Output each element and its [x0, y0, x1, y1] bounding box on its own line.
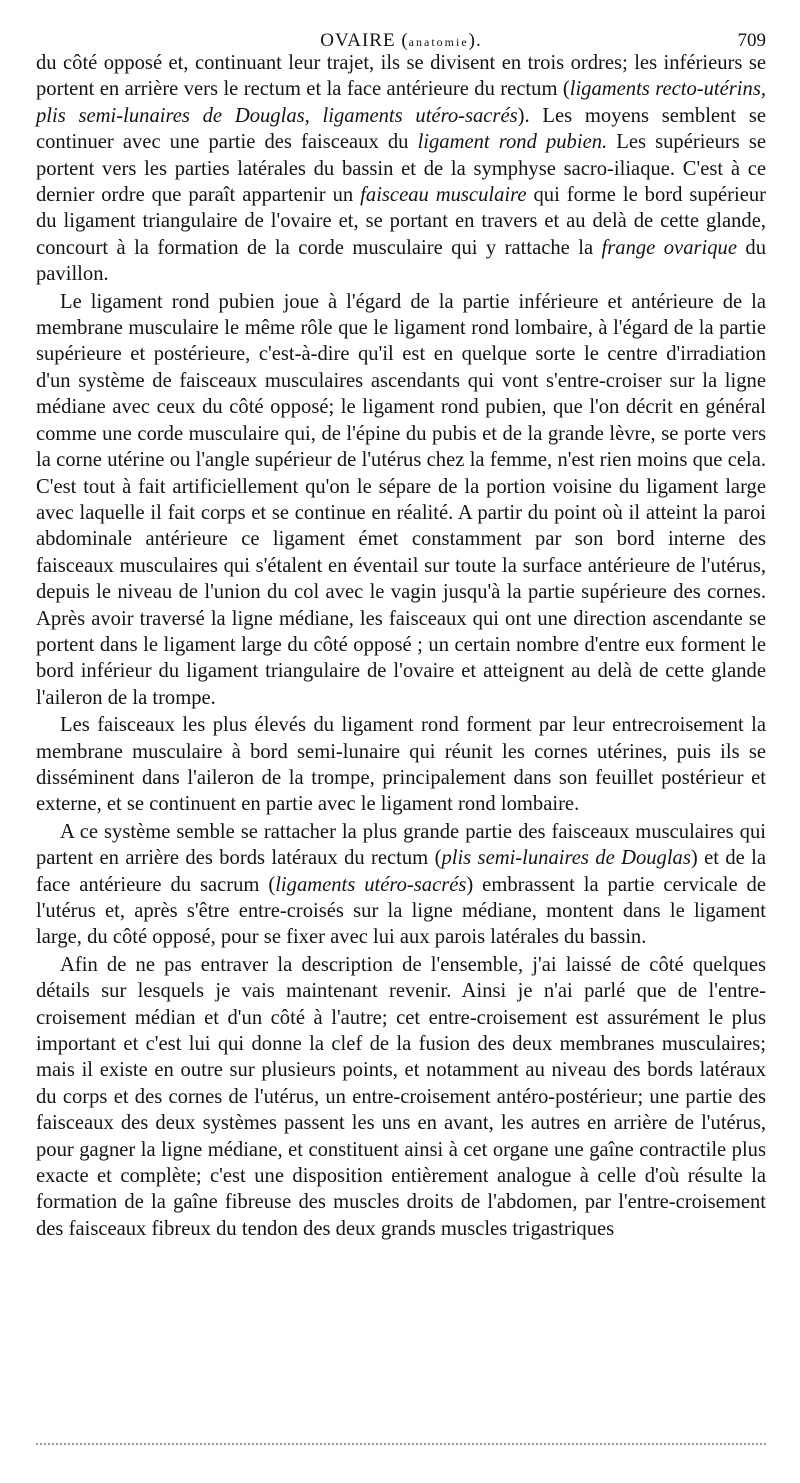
- text-run: Les faisceaux les plus élevés du ligament rond forment par leur entrecroisement la membrane musculaire à bord semi-lunaire qui réunit les cornes utérines, puis ils se disséminent dans l'aileron de la trompe, principalement dans son feuillet postérieur et externe, et se continuent en partie avec le ligament rond lombaire.: [36, 714, 766, 816]
- footer-dotted-rule: [36, 1443, 766, 1445]
- paragraph-4: [36, 819, 766, 951]
- body-text: [36, 50, 766, 1242]
- text-run: ) embrassent la partie cervicale de l'utérus et, après s'être entre-croisés sur la ligne médiane, montent dans le ligament large, du côté opposé, pour se fixer avec lui aux parois latérales du bassin.: [36, 873, 766, 949]
- paragraph-1: [36, 50, 766, 288]
- running-title: [36, 30, 766, 52]
- paragraph-2: [36, 289, 766, 712]
- italic-term: ligaments recto-utérins, plis semi-lunaires de Douglas, ligaments utéro-sacrés: [36, 78, 766, 127]
- text-run: ). Les moyens semblent se continuer avec une partie des faisceaux du: [36, 104, 766, 154]
- text-run: du côté opposé et, continuant leur trajet, ils se divisent en trois ordres; les inférieurs se portent en arrière vers le rectum et la face antérieure du rectum (: [36, 52, 766, 101]
- italic-term: faisceau musculaire: [360, 184, 527, 207]
- running-title-main: OVAIRE: [320, 30, 396, 51]
- italic-term: ligament rond pubien.: [417, 131, 608, 154]
- text-run: Les supérieurs se portent vers les parties latérales du bassin et de la symphyse sacro-iliaque. C'est à ce dernier ordre que paraît appartenir un: [36, 131, 766, 207]
- italic-term: ligaments utéro-sacrés: [275, 873, 467, 896]
- text-run: ) et de la face antérieure du sacrum (: [36, 847, 766, 896]
- running-head: [36, 0, 766, 50]
- text-run: qui forme le bord supérieur du ligament triangulaire de l'ovaire et, se portant en travers et au delà de cette glande, concourt à la formation de la corde musculaire qui y rattache la: [36, 184, 767, 259]
- running-title-subject: anatomie: [408, 35, 469, 49]
- text-run: du pavillon.: [36, 236, 767, 286]
- italic-term: frange ovarique: [601, 236, 737, 259]
- paragraph-5: [36, 952, 766, 1242]
- italic-term: plis semi-lunaires de Douglas: [441, 847, 691, 870]
- running-title-paren-close: ).: [468, 30, 482, 51]
- text-run: A ce système semble se rattacher la plus grande partie des faisceaux musculaires qui partent en arrière des bords latéraux du rectum (: [36, 820, 766, 870]
- page-number: 709: [737, 30, 766, 51]
- text-run: Le ligament rond pubien joue à l'égard de la partie inférieure et antérieure de la membrane musculaire le même rôle que le ligament rond lombaire, à l'égard de la partie supérieure et postérieure, c'est-à-dire qu'il est en quelque sorte le centre d'irradiation d'un système de faisceaux musculaires ascendants qui vont s'entre-croiser sur la ligne médiane avec ceux du côté opposé; le ligament rond pubien, que l'on décrit en général comme une corde musculaire qui, de l'épine du pubis et de la grande lèvre, se porte vers la corne utérine ou l'angle supérieur de l'utérus chez la femme, n'est rien moins que cela. C'est tout à fait artificiellement qu'on le sépare de la portion voisine du ligament large avec laquelle il fait corps et se continue en réalité. A partir du point où il atteint la paroi abdominale antérieure ce ligament émet constamment par son bord interne des faisceaux musculaires qui s'étalent en éventail sur toute la surface antérieure de l'utérus, depuis le niveau de l'union du col avec le vagin jusqu'à la partie supérieure des cornes. Après avoir traversé la ligne médiane, les faisceaux qui ont une direction ascendante se portent dans le ligament large du côté opposé ; un certain nombre d'entre eux forment le bord inférieur du ligament triangulaire de l'ovaire et atteignent au delà de cette glande l'aileron de la trompe.: [36, 290, 766, 709]
- running-title-paren-open: (: [401, 30, 409, 51]
- text-run: Afin de ne pas entraver la description de l'ensemble, j'ai laissé de côté quelques détails sur lesquels je vais maintenant revenir. Ainsi je n'ai parlé que de l'entre-croisement médian et d'un côté à l'autre; cet entre-croisement est assurément le plus important et c'est lui qui donne la clef de la fusion des deux membranes musculaires; mais il existe en outre sur plusieurs points, et notamment au niveau des bords latéraux du corps et des cornes de l'utérus, un entre-croisement antéro-postérieur; une partie des faisceaux des deux systèmes passent les uns en avant, les autres en arrière de l'utérus, pour gagner la ligne médiane, et constituent ainsi à cet organe une gaîne contractile plus exacte et complète; c'est une disposition entièrement analogue à celle d'où résulte la formation de la gaîne fibreuse des muscles droits de l'abdomen, par l'entre-croisement des faisceaux fibreux du tendon des deux grands muscles trigastriques: [36, 953, 766, 1240]
- paragraph-3: [36, 712, 766, 818]
